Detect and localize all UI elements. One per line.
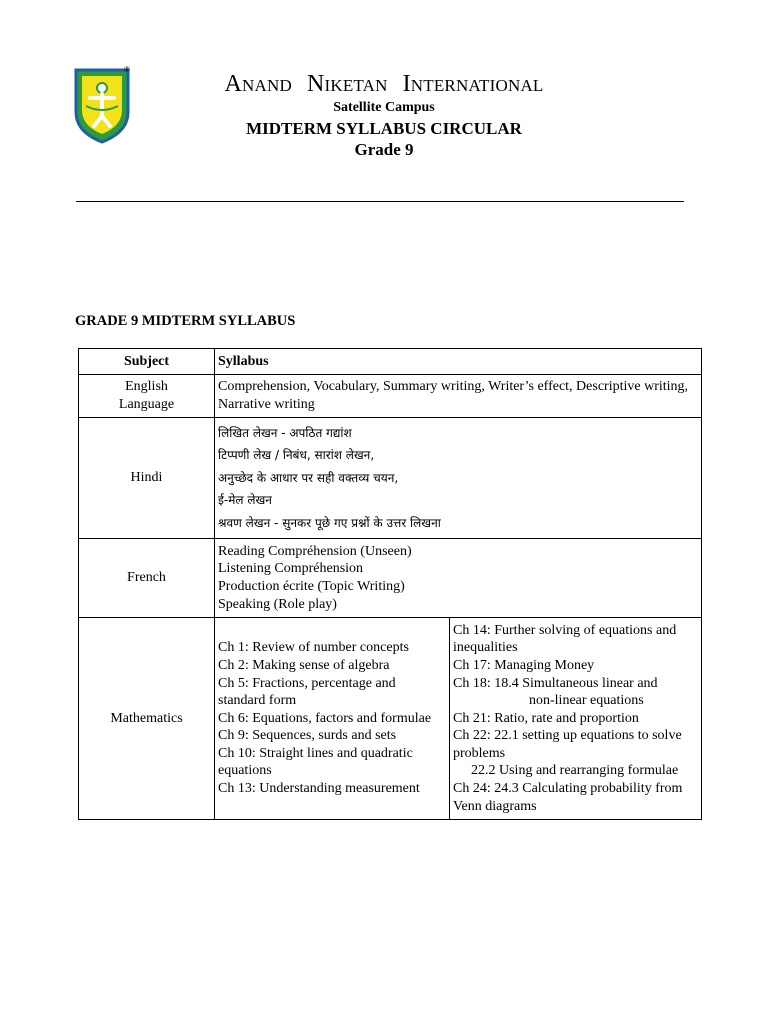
subject-french: French — [79, 539, 215, 618]
school-name — [0, 70, 768, 98]
syllabus-french — [215, 539, 702, 618]
math-chapter: 22.2 Using and rearranging formulae — [471, 763, 679, 779]
math-chapter: non-linear equations — [529, 693, 644, 709]
syllabus-math-right — [450, 618, 702, 820]
hindi-item: ई-मेल लेखन — [218, 493, 272, 508]
header-subject: Subject — [79, 349, 215, 375]
section-title: GRADE 9 MIDTERM SYLLABUS — [75, 313, 296, 329]
syllabus-math-left — [215, 618, 450, 820]
math-chapter: Ch 2: Making sense of algebra — [218, 657, 390, 673]
math-chapter: Ch 9: Sequences, surds and sets — [218, 728, 397, 744]
subject-cell — [79, 375, 215, 418]
math-chapter: Ch 24: 24.3 Calculating probability from Venn diagrams — [453, 781, 683, 814]
math-chapter: Ch 18: 18.4 Simultaneous linear and — [453, 675, 658, 691]
table-row-hindi — [79, 418, 702, 539]
school-name-word-1: Anand — [224, 71, 292, 97]
hindi-item: श्रवण लेखन - सुनकर पूछे गए प्रश्नों के उत्तर लिखना — [218, 515, 441, 530]
math-chapter: Ch 17: Managing Money — [453, 657, 595, 673]
subject-mathematics: Mathematics — [79, 618, 215, 820]
math-chapter: Ch 1: Review of number concepts — [218, 640, 409, 656]
math-chapter: Ch 5: Fractions, percentage and standard form — [218, 675, 396, 709]
table-header-row — [79, 349, 702, 375]
math-chapter: Ch 13: Understanding measurement — [218, 781, 420, 797]
french-item: Speaking (Role play) — [218, 596, 337, 612]
table-row-mathematics — [79, 618, 702, 820]
math-chapter: Ch 22: 22.1 setting up equations to solve problems — [453, 728, 682, 761]
registered-mark: ® — [124, 65, 131, 74]
syllabus-table — [78, 348, 702, 820]
subject-english-line-2: Language — [118, 397, 175, 412]
math-chapter: Ch 21: Ratio, rate and proportion — [453, 710, 639, 726]
hindi-item: अनुच्छेद के आधार पर सही वक्तव्य चयन, — [218, 470, 399, 485]
french-item: Listening Compréhension — [218, 561, 364, 577]
table-row-english — [79, 375, 702, 418]
subject-hindi: Hindi — [79, 418, 215, 539]
syllabus-hindi — [215, 418, 702, 539]
hindi-item: टिप्पणी लेख / निबंध, सारांश लेखन, — [218, 448, 375, 463]
math-chapter: Ch 10: Straight lines and quadratic equations — [218, 745, 413, 779]
grade-label: Grade 9 — [354, 140, 414, 159]
header-syllabus: Syllabus — [215, 349, 702, 375]
header-divider — [76, 201, 684, 202]
school-name-word-3: International — [402, 71, 544, 97]
syllabus-english: Comprehension, Vocabulary, Summary writing, Writer’s effect, Descriptive writing, Narrative writing — [215, 375, 702, 418]
french-item: Production écrite (Topic Writing) — [218, 579, 405, 594]
table-row-french — [79, 539, 702, 618]
circular-title: MIDTERM SYLLABUS CIRCULAR — [246, 119, 522, 138]
campus-name: Satellite Campus — [333, 100, 435, 115]
hindi-item: लिखित लेखन - अपठित गद्यांश — [218, 425, 352, 440]
math-chapter: Ch 6: Equations, factors and formulae — [218, 710, 432, 726]
subject-english-line-1: English — [125, 379, 168, 395]
math-chapter: Ch 14: Further solving of equations and inequalities — [453, 622, 677, 656]
french-item: Reading Compréhension (Unseen) — [218, 543, 412, 559]
school-name-word-2: Niketan — [306, 71, 388, 97]
